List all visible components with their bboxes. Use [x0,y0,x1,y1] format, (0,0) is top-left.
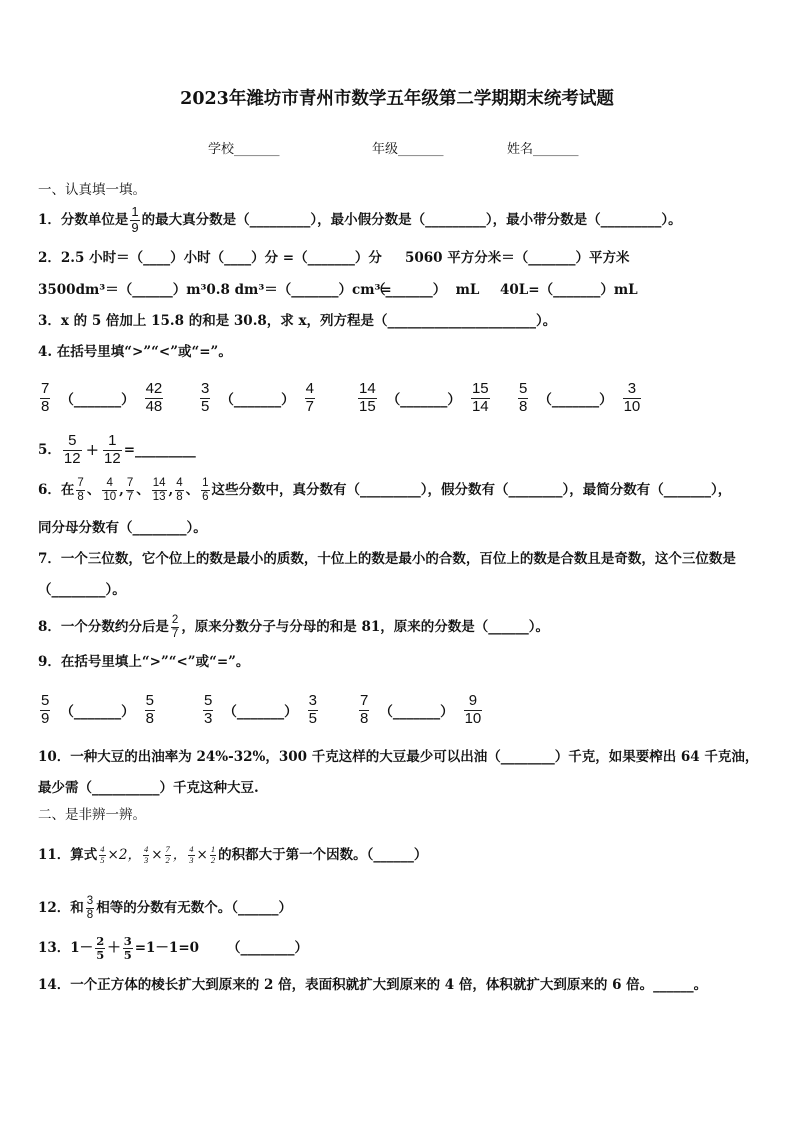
question-2-part-d [372,280,479,300]
question-text: 3．x 的 5 倍加上 15.8 的和是 30.8，求 x，列方程是（______________________）。 [38,313,557,329]
fraction [152,477,167,503]
plus-sign: ＋ [107,940,121,956]
question-13 [38,932,308,964]
fraction [126,477,134,503]
answer-blank: （_______） [379,704,454,720]
fraction-numerator: 7 [126,476,134,489]
fraction [358,381,377,415]
fraction-denominator: 5 [308,709,317,727]
fraction-denominator: 10 [623,397,641,415]
fraction-numerator: 2 [171,613,179,626]
fraction [518,381,528,415]
question-7 [38,549,736,569]
question-text: 7．一个三位数，它个位上的数是最小的质数，十位上的数是最小的合数，百位上的数是合数且是奇数，这个三位数是 [38,551,736,567]
fraction-denominator: 8 [519,397,528,415]
fraction [623,381,642,415]
comparison-item [516,380,643,416]
question-6-line-2 [38,518,207,538]
question-text: ，原来分数分子与分母的和是 81，原来的分数是（______）。 [181,619,550,635]
question-text: 9．在括号里填上“>”“<”或“=”。 [38,654,250,670]
fraction-numerator: 15 [471,380,489,397]
answer-blank: （_______） [223,704,298,720]
fraction [464,693,483,727]
fraction-numerator: 14 [359,380,376,397]
fraction-denominator: 8 [77,490,84,503]
question-text: 5060 平方分米＝（_______）平方米 [405,250,630,266]
comparison-item [198,380,317,416]
fraction-denominator: 10 [464,709,482,727]
question-11 [38,839,427,871]
fraction-denominator: 7 [126,490,134,503]
fraction-denominator: 9 [41,709,50,727]
question-text: 10．一种大豆的出油率为 24%-32%，300 千克这样的大豆最少可以出油（________）千克，如果要榨出 64 千克油， [38,749,759,765]
comparison-item [357,692,484,728]
fraction-denominator: 9 [131,219,139,235]
question-text: 的最大真分数是（_________），最小假分数是（_________），最小带分数是（_________）。 [141,212,682,228]
question-text: 6．在 [38,482,75,498]
fraction-denominator: 5 [123,947,132,962]
question-7-line-2 [38,580,126,600]
fraction-numerator: 5 [145,692,154,709]
answer-blank: （________） [227,940,309,956]
question-10-line-2 [38,778,259,798]
fraction-denominator: 48 [145,397,163,415]
question-text: 分数单位是 [60,212,129,228]
fraction-numerator: 5 [68,432,77,449]
fraction [103,433,122,467]
comparison-item [201,692,320,728]
fraction-numerator: 3 [201,380,210,397]
fraction [308,693,318,727]
fraction-numerator: 5 [204,692,213,709]
fraction-denominator: 5 [100,854,105,865]
question-text: 这些分数中，真分数有（_________），假分数有（________），最简分数有（_______）， [211,482,732,498]
fraction-numerator: 1 [202,476,209,489]
fraction [40,381,50,415]
question-9 [38,652,249,672]
fraction [305,381,315,415]
separator: , [168,482,174,498]
question-text: 相等的分数有无数个。（______） [96,900,292,916]
fraction-denominator: 6 [202,490,209,503]
fraction-numerator: 5 [41,692,50,709]
question-6 [38,474,731,506]
question-10 [38,747,758,767]
fraction-numerator: 5 [519,380,528,397]
fraction-numerator: 1 [131,204,139,220]
section-heading-1: 一、认真填一填。 [38,182,146,198]
fraction-denominator: 3 [189,854,194,865]
fraction-denominator: 13 [152,490,166,503]
separator: , [119,482,124,498]
comparison-item [356,380,492,416]
plus-sign: + [85,440,99,459]
comparison-item [38,692,157,728]
fraction-numerator: 2 [96,933,105,948]
fraction-numerator: 7 [41,380,50,397]
fraction [200,381,210,415]
answer-blank: （_______） [386,392,461,408]
answer-blank: （_______） [60,704,135,720]
answer-blank: =_________ [123,442,196,458]
school-field: 学校_______ [208,142,280,157]
question-14 [38,975,707,995]
answer-blank: （_______） [538,392,613,408]
fraction-denominator: 15 [359,397,376,415]
fraction-denominator: 5 [96,947,105,962]
question-3 [38,311,556,331]
fraction [143,845,149,865]
separator: 、 [86,482,101,498]
fraction-denominator: 8 [360,709,369,727]
question-text: （_______） mL [372,282,480,298]
separator: 、 [185,482,200,498]
question-text: 8．一个分数约分后是 [38,619,169,635]
fraction-numerator: 4 [176,476,183,489]
fraction-numerator: 3 [123,933,132,948]
fraction-numerator: 4 [106,476,113,489]
fraction [165,845,171,865]
fraction-numerator: 9 [468,692,478,709]
fraction-numerator: 7 [165,844,170,855]
fraction-numerator: 7 [360,692,369,709]
fraction-denominator: 8 [86,908,94,921]
operator: × [151,847,163,863]
fraction-numerator: 1 [108,432,117,449]
fraction-denominator: 12 [104,449,121,467]
question-number: 1． [38,212,61,228]
question-8 [38,611,549,643]
fraction [123,935,133,961]
fraction [40,693,50,727]
question-12 [38,892,292,924]
fraction [95,935,105,961]
question-text: 同分母分数有（________）。 [38,520,207,536]
question-2-part-e [500,280,638,300]
answer-blank: （________）。 [38,582,126,598]
question-text: 的积都大于第一个因数。（______） [218,847,428,863]
fraction-numerator: 4 [143,844,149,855]
grade-field: 年级_______ [372,142,444,157]
fraction-numerator: 3 [86,894,94,907]
question-5 [38,432,196,468]
fraction-numerator: 3 [308,692,317,709]
answer-blank: （_______） [60,392,135,408]
fraction [99,845,105,865]
question-text: 13．1－ [38,940,94,956]
operator: × [196,847,208,863]
fraction-denominator: 2 [165,854,170,865]
fraction-numerator: 1 [210,844,216,855]
fraction [203,693,213,727]
fraction [86,895,94,921]
fraction-denominator: 14 [471,397,489,415]
fraction [175,477,183,503]
fraction [145,381,164,415]
separator: 、 [136,482,150,498]
fraction-denominator: 8 [145,709,154,727]
question-2-part-c [38,280,392,300]
question-text: =1－1=0 [134,940,200,956]
question-text: 最少需（__________）千克这种大豆. [38,780,259,796]
fraction-numerator: 4 [189,844,194,855]
fraction-numerator: 3 [627,380,637,397]
fraction-numerator: 14 [152,476,166,489]
fraction [130,205,139,235]
fraction-denominator: 8 [176,490,183,503]
question-1 [38,204,682,236]
fraction [63,433,82,467]
question-number: 5． [38,442,61,458]
fraction-denominator: 3 [204,709,213,727]
fraction [102,477,117,503]
fraction-denominator: 8 [41,397,50,415]
question-2-part-a [38,248,382,268]
fraction [76,477,84,503]
operator: ， [172,847,187,863]
fraction [210,845,216,865]
fraction [188,845,194,865]
fraction-denominator: 12 [63,449,81,467]
fraction [171,614,179,640]
question-text: 2．2.5 小时＝（____）小时（____）分 =（_______）分 [38,250,382,266]
answer-blank: （_______） [220,392,295,408]
fraction-denominator: 5 [201,397,210,415]
fraction [145,693,155,727]
question-4 [38,342,232,362]
fraction-denominator: 10 [103,490,117,503]
fraction-denominator: 7 [171,627,179,640]
comparison-item [38,380,165,416]
fraction-numerator: 4 [305,380,314,397]
question-text: 3500dm³＝（______）m³0.8 dm³＝（_______）cm³= [38,282,392,298]
fraction [471,381,490,415]
fraction-numerator: 4 [100,844,105,855]
name-field: 姓名_______ [507,142,579,157]
fraction-denominator: 3 [143,854,149,865]
question-text: 4. 在括号里填“>”“<”或“=”。 [38,344,232,360]
fraction-numerator: 42 [145,380,163,397]
question-2-part-b [405,248,630,268]
fraction-denominator: 2 [210,854,216,865]
fraction-denominator: 7 [305,397,314,415]
question-text: 12．和 [38,900,84,916]
question-text: 11．算式 [38,847,98,863]
fraction-numerator: 7 [77,476,84,489]
fraction [201,477,209,503]
question-text: 14．一个正方体的棱长扩大到原来的 2 倍，表面积就扩大到原来的 4 倍，体积就扩大到原来的 6 倍。______。 [38,977,708,993]
fraction [359,693,369,727]
operator: ×2， [107,847,141,863]
question-text: 40L=（_______）mL [500,282,638,298]
exam-title: 2023年潍坊市青州市数学五年级第二学期期末统考试题 [180,89,614,109]
section-heading-2: 二、是非辨一辨。 [38,807,146,823]
